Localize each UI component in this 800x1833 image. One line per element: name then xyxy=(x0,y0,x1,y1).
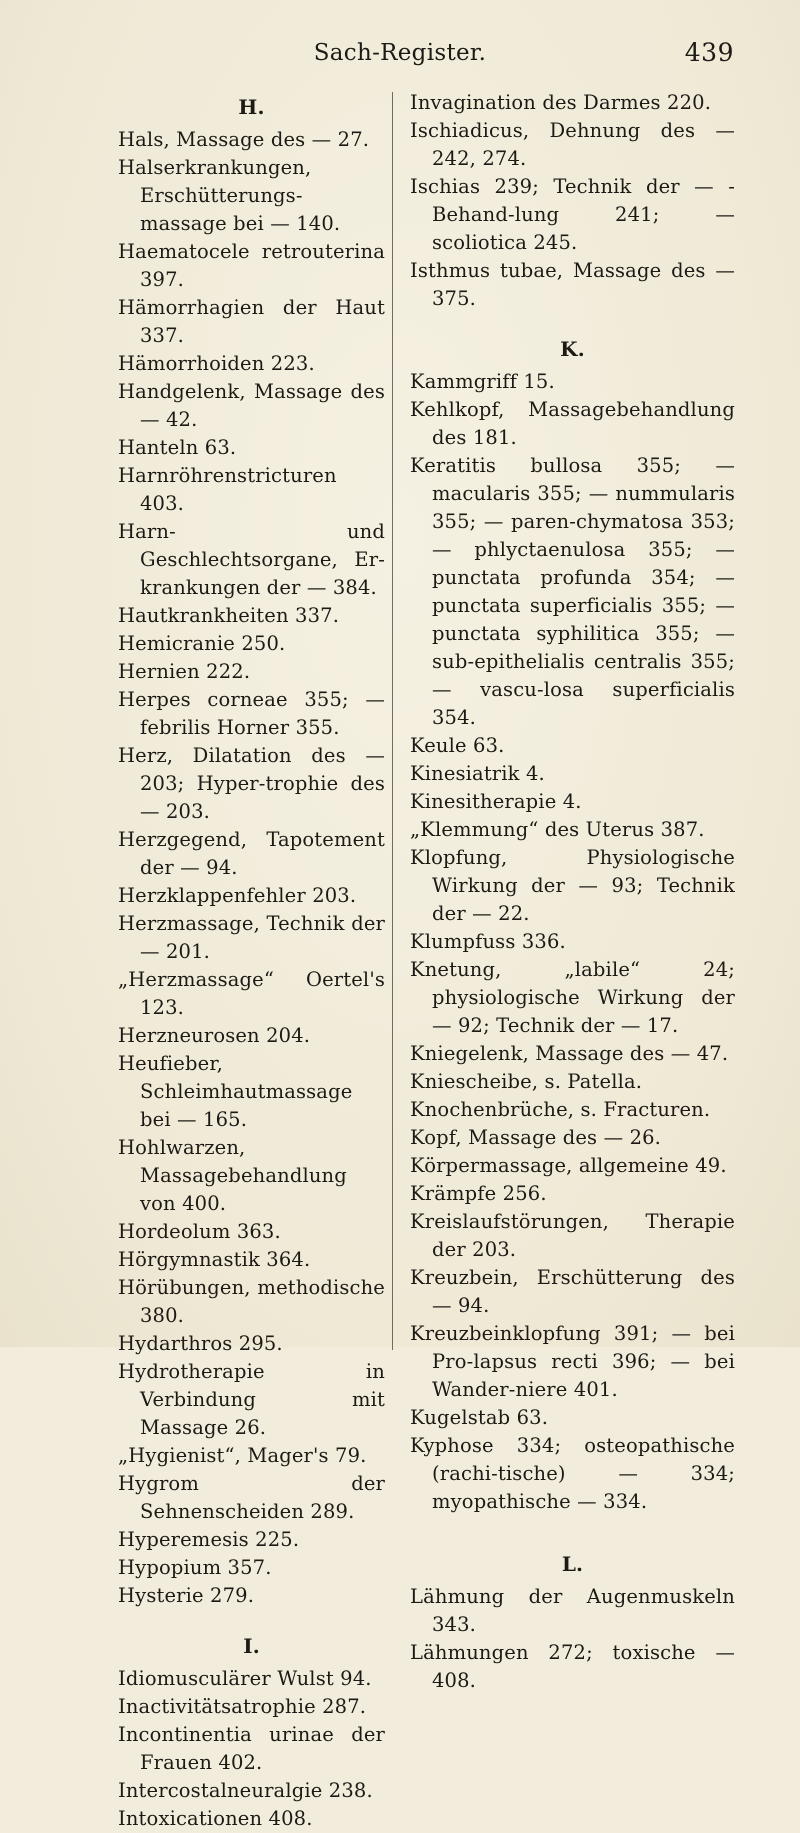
index-entry: Herpes corneae 355; — febrilis Horner 355. xyxy=(118,688,385,739)
index-entry: Klopfung, Physiologische Wirkung der — 93; Technik der — 22. xyxy=(410,846,735,925)
index-entry: Hydarthros 295. xyxy=(118,1332,283,1355)
index-entry: Krämpfe 256. xyxy=(410,1182,547,1205)
section-letter-l: L. xyxy=(561,1552,584,1576)
index-entry: Kammgriff 15. xyxy=(410,370,555,393)
index-entry: Hypopium 357. xyxy=(118,1556,272,1579)
index-entry: Lähmungen 272; toxische — 408. xyxy=(410,1641,735,1692)
index-entry: Körpermassage, allgemeine 49. xyxy=(410,1154,727,1177)
index-entry: Invagination des Darmes 220. xyxy=(410,91,712,114)
index-entry: Herzgegend, Tapotement der — 94. xyxy=(118,828,385,879)
index-entry: Hygrom der Sehnenscheiden 289. xyxy=(118,1472,385,1523)
index-entry: Herzneurosen 204. xyxy=(118,1024,311,1047)
index-entry: Isthmus tubae, Massage des — 375. xyxy=(410,259,735,310)
index-entry: Hyperemesis 225. xyxy=(118,1528,300,1551)
index-entry: Kniescheibe, s. Patella. xyxy=(410,1070,643,1093)
index-entry: Kyphose 334; osteopathische (rachi-tische) — 334; myopathische — 334. xyxy=(410,1434,735,1513)
index-entry: Herz, Dilatation des — 203; Hyper-trophie des — 203. xyxy=(118,744,385,823)
index-entry: Hals, Massage des — 27. xyxy=(118,128,370,151)
index-entry: Hörübungen, methodische 380. xyxy=(118,1276,385,1327)
index-entry: Intoxicationen 408. xyxy=(118,1807,313,1830)
index-entry: Hordeolum 363. xyxy=(118,1220,281,1243)
index-entry: Hautkrankheiten 337. xyxy=(118,604,340,627)
index-entry: Ischiadicus, Dehnung des — 242, 274. xyxy=(410,119,735,170)
index-entry: Kinesiatrik 4. xyxy=(410,762,545,785)
index-entry: Lähmung der Augenmuskeln 343. xyxy=(410,1585,735,1636)
index-entry: Hörgymnastik 364. xyxy=(118,1248,311,1271)
index-entry: Kopf, Massage des — 26. xyxy=(410,1126,662,1149)
running-title: Sach-Register. xyxy=(313,40,487,66)
index-entry: Hydrotherapie in Verbindung mit Massage 26. xyxy=(118,1360,385,1439)
page-number: 439 xyxy=(684,38,734,67)
index-entry: Ischias 239; Technik der — -Behand-lung 241; — scoliotica 245. xyxy=(410,175,735,254)
index-entry: Hemicranie 250. xyxy=(118,632,286,655)
index-entry: Hysterie 279. xyxy=(118,1584,255,1607)
entries-i xyxy=(118,1665,385,1833)
index-entry: „Klemmung“ des Uterus 387. xyxy=(410,818,705,841)
column-divider xyxy=(392,92,393,1350)
index-entry: Haematocele retrouterina 397. xyxy=(118,240,385,291)
entries-k xyxy=(410,368,735,1516)
index-entry: Halserkrankungen, Erschütterungs-massage bei — 140. xyxy=(118,156,341,235)
index-entry: Intercostalneuralgie 238. xyxy=(118,1779,373,1802)
index-entry: Hämorrhagien der Haut 337. xyxy=(118,296,385,347)
entries-i-continued xyxy=(410,89,735,313)
index-entry: Idiomusculärer Wulst 94. xyxy=(118,1667,372,1690)
index-entry: Herzmassage, Technik der — 201. xyxy=(118,912,385,963)
entries-h xyxy=(118,126,385,1610)
index-entry: Hämorrhoiden 223. xyxy=(118,352,315,375)
index-entry: „Hygienist“, Mager's 79. xyxy=(118,1444,367,1467)
index-entry: Kehlkopf, Massagebehandlung des 181. xyxy=(410,398,735,449)
index-entry: Herzklappenfehler 203. xyxy=(118,884,357,907)
index-entry: „Herzmassage“ Oertel's 123. xyxy=(118,968,385,1019)
running-head xyxy=(0,40,800,80)
index-entry: Incontinentia urinae der Frauen 402. xyxy=(118,1723,385,1774)
index-entry: Kreislaufstörungen, Therapie der 203. xyxy=(410,1210,735,1261)
index-entry: Hanteln 63. xyxy=(118,436,237,459)
entries-l xyxy=(410,1583,735,1695)
index-entry: Kreuzbein, Erschütterung des — 94. xyxy=(410,1266,735,1317)
index-entry: Harn- und Geschlechtsorgane, Er-krankungen der — 384. xyxy=(118,520,385,599)
section-letter-h: H. xyxy=(238,95,265,119)
index-entry: Knetung, „labile“ 24; physiologische Wirkung der — 92; Technik der — 17. xyxy=(410,958,735,1037)
index-entry: Klumpfuss 336. xyxy=(410,930,566,953)
index-entry: Kniegelenk, Massage des — 47. xyxy=(410,1042,729,1065)
index-entry: Kinesitherapie 4. xyxy=(410,790,582,813)
index-entry: Handgelenk, Massage des — 42. xyxy=(118,380,385,431)
index-entry: Knochenbrüche, s. Fracturen. xyxy=(410,1098,711,1121)
index-column-right xyxy=(410,89,735,1695)
section-letter-k: K. xyxy=(560,337,585,361)
index-column-left xyxy=(118,89,385,1833)
section-letter-i: I. xyxy=(243,1634,260,1658)
index-entry: Keratitis bullosa 355; — macularis 355; — nummularis 355; — paren-chymatosa 353; — phlyctaenulosa 355; — punctata profunda 354; — punctata superficialis 355; — punctata syphilitica 355; — sub-epithelialis centralis 355; — vascu-losa superficialis 354. xyxy=(410,454,735,729)
index-entry: Kreuzbeinklopfung 391; — bei Pro-lapsus recti 396; — bei Wander-niere 401. xyxy=(410,1322,735,1401)
index-entry: Harnröhrenstricturen 403. xyxy=(118,464,337,515)
index-entry: Hohlwarzen, Massagebehandlung von 400. xyxy=(118,1136,347,1215)
index-entry: Inactivitätsatrophie 287. xyxy=(118,1695,367,1718)
index-entry: Kugelstab 63. xyxy=(410,1406,549,1429)
index-entry: Hernien 222. xyxy=(118,660,251,683)
index-entry: Keule 63. xyxy=(410,734,505,757)
index-entry: Heufieber, Schleimhautmassage bei — 165. xyxy=(118,1052,353,1131)
